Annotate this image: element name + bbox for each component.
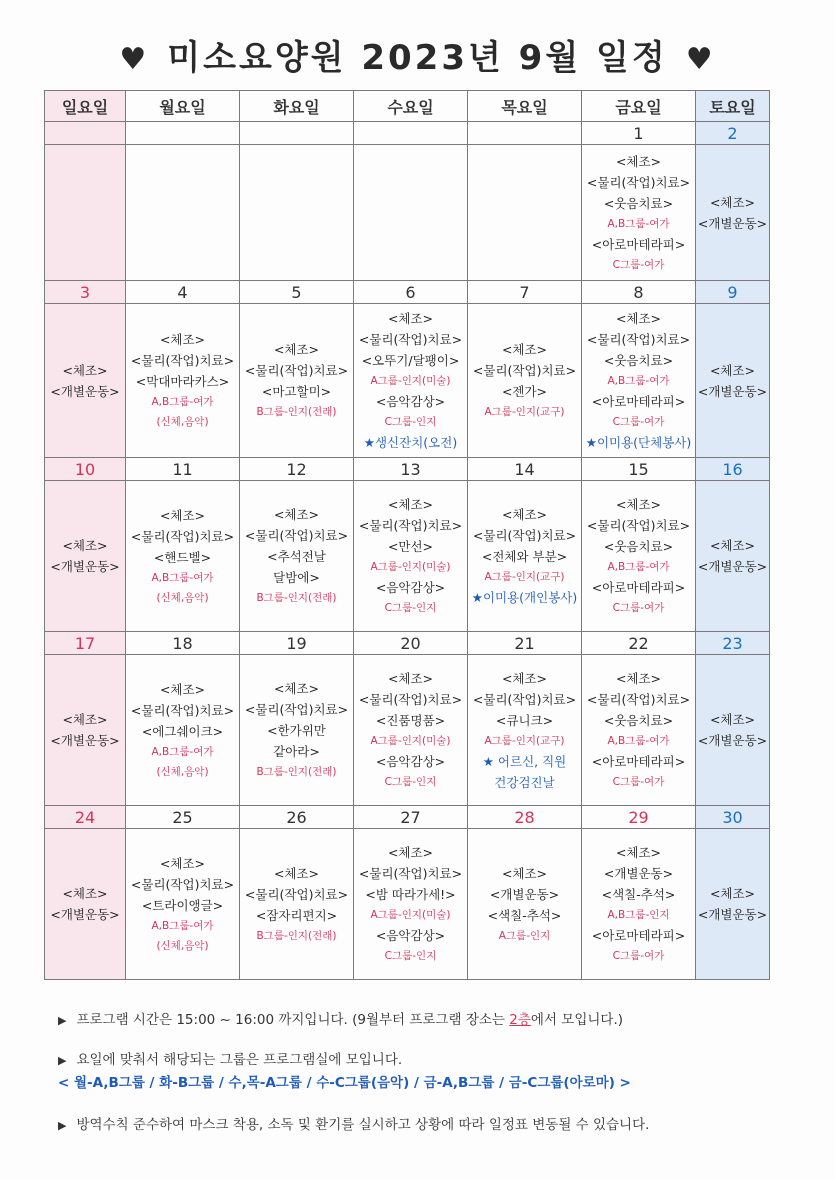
program-item: <음악감상> — [375, 928, 446, 944]
event-note: ★이미용(단체봉사) — [585, 435, 692, 451]
program-item: 같아라> — [273, 744, 320, 760]
date-number: 3 — [45, 281, 126, 304]
footer-time-text-end: 에서 모입니다.) — [530, 1012, 624, 1028]
program-item: <체조> — [62, 712, 108, 728]
program-item: <개별운동> — [697, 733, 768, 749]
weekday-header: 토요일 — [696, 91, 770, 122]
day-cell — [582, 655, 696, 806]
program-item: <물리(작업)치료> — [358, 866, 463, 882]
day-cell — [354, 145, 468, 281]
day-cell — [468, 304, 582, 458]
program-item: <개별운동> — [50, 559, 120, 575]
program-item: <체조> — [615, 671, 662, 687]
group-label: C그룹-여가 — [612, 416, 665, 429]
group-label: A,B그룹-여가 — [151, 571, 214, 584]
program-item: <물리(작업)치료> — [358, 332, 463, 348]
program-item: <물리(작업)치료> — [244, 528, 349, 544]
program-item: <물리(작업)치료> — [244, 886, 349, 902]
program-item: <개별운동> — [603, 866, 674, 882]
program-item: <잠자리편지> — [255, 907, 338, 923]
date-row — [45, 458, 770, 481]
day-cell — [582, 145, 696, 281]
date-number: 6 — [354, 281, 468, 304]
program-item: <음악감상> — [375, 754, 446, 770]
group-label: (신체,음악) — [156, 939, 209, 952]
program-item: <웃음치료> — [603, 195, 674, 211]
program-item: <추석전날 — [267, 549, 326, 565]
day-cell — [354, 829, 468, 980]
program-item: <큐니크> — [495, 712, 554, 728]
program-item: <개별운동> — [697, 907, 768, 923]
date-row — [45, 281, 770, 304]
group-label: A,B그룹-여가 — [151, 745, 214, 758]
program-item: <체조> — [159, 332, 206, 348]
weekday-header: 목요일 — [468, 91, 582, 122]
weekday-header: 금요일 — [582, 91, 696, 122]
program-item: <물리(작업)치료> — [586, 518, 691, 534]
footer-safety-text: 방역수칙 준수하여 마스크 착용, 소독 및 환기를 실시하고 상황에 따라 일정표 변동될 수 있습니다. — [76, 1117, 650, 1133]
date-number: 29 — [582, 806, 696, 829]
schedule-row — [45, 481, 770, 632]
group-label: A,B그룹-여가 — [607, 561, 670, 574]
date-number: 8 — [582, 281, 696, 304]
program-item: <막대마라카스> — [135, 374, 230, 390]
program-item: <개별운동> — [697, 383, 768, 399]
group-label: C그룹-여가 — [612, 602, 665, 615]
program-item: <웃음치료> — [603, 353, 674, 369]
date-number — [126, 122, 240, 145]
date-number — [354, 122, 468, 145]
group-label: C그룹-여가 — [612, 258, 665, 271]
weekday-header: 수요일 — [354, 91, 468, 122]
group-label: A그룹-인지(미술) — [370, 561, 451, 574]
group-label: B그룹-인지(전래) — [256, 592, 337, 605]
page-title — [0, 30, 835, 79]
program-item: <체조> — [273, 507, 320, 523]
program-item: <음악감상> — [375, 394, 446, 410]
day-cell — [468, 481, 582, 632]
program-item: <만선> — [387, 539, 434, 555]
program-item: <물리(작업)치료> — [472, 363, 577, 379]
group-label: A,B그룹-여가 — [607, 217, 670, 230]
program-item: <체조> — [387, 671, 434, 687]
program-item: <핸드벨> — [153, 549, 212, 565]
date-number: 10 — [45, 458, 126, 481]
date-number: 13 — [354, 458, 468, 481]
date-number: 25 — [126, 806, 240, 829]
date-number: 14 — [468, 458, 582, 481]
footer-time-text: 프로그램 시간은 15:00 ~ 16:00 까지입니다. (9월부터 프로그램 장소는 — [76, 1012, 510, 1028]
group-label: B그룹-인지(전래) — [256, 406, 337, 419]
program-item: <체조> — [501, 865, 548, 881]
group-label: A그룹-인지(미술) — [370, 909, 451, 922]
date-number: 20 — [354, 632, 468, 655]
program-item: <체조> — [709, 712, 756, 728]
group-label: C그룹-인지 — [384, 776, 437, 789]
program-item: <진품명품> — [375, 713, 446, 729]
date-number: 30 — [696, 806, 770, 829]
program-item: <개별운동> — [697, 215, 768, 231]
day-cell — [468, 655, 582, 806]
schedule-calendar — [44, 90, 770, 980]
day-cell — [696, 145, 770, 281]
program-item: <개별운동> — [50, 733, 120, 749]
date-number: 23 — [696, 632, 770, 655]
program-item: <체조> — [501, 670, 548, 686]
date-number: 19 — [240, 632, 354, 655]
program-item: <체조> — [62, 886, 108, 902]
day-cell — [696, 655, 770, 806]
day-cell — [45, 829, 126, 980]
program-item: <체조> — [709, 886, 756, 902]
program-item: <물리(작업)치료> — [586, 332, 691, 348]
program-item: <개별운동> — [50, 907, 120, 923]
group-label: A,B그룹-여가 — [151, 396, 214, 409]
program-item: <체조> — [273, 865, 320, 881]
day-cell — [354, 481, 468, 632]
group-label: A그룹-인지(미술) — [370, 735, 451, 748]
heart-icon: ♥ — [119, 42, 150, 77]
program-item: <체조> — [709, 194, 756, 210]
date-number: 24 — [45, 806, 126, 829]
date-number: 16 — [696, 458, 770, 481]
date-number: 7 — [468, 281, 582, 304]
footer-group-note — [58, 1048, 402, 1068]
program-item: <체조> — [273, 342, 320, 358]
day-cell — [696, 304, 770, 458]
program-item: <체조> — [159, 855, 206, 871]
day-cell — [45, 145, 126, 281]
day-cell — [45, 655, 126, 806]
program-item: <전체와 부분> — [481, 549, 568, 565]
program-item: <체조> — [709, 362, 756, 378]
group-label: C그룹-여가 — [612, 776, 665, 789]
group-label: A,B그룹-여가 — [607, 735, 670, 748]
group-label: A,B그룹-여가 — [151, 919, 214, 932]
program-item: <체조> — [615, 497, 662, 513]
group-label: (신체,음악) — [156, 591, 209, 604]
program-item: <물리(작업)치료> — [130, 702, 235, 718]
program-item: <체조> — [387, 845, 434, 861]
date-number: 21 — [468, 632, 582, 655]
date-number: 1 — [582, 122, 696, 145]
event-note: ★이미용(개인봉사) — [471, 590, 578, 606]
program-item: <개별운동> — [489, 886, 560, 902]
program-item: <물리(작업)치료> — [586, 174, 691, 190]
program-item: <체조> — [62, 362, 108, 378]
schedule-row — [45, 655, 770, 806]
day-cell — [354, 304, 468, 458]
program-item: <아로마테라피> — [591, 754, 686, 770]
date-number: 2 — [696, 122, 770, 145]
schedule-row — [45, 145, 770, 281]
program-item: <체조> — [501, 507, 548, 523]
day-cell — [126, 304, 240, 458]
bullet-triangle-icon: ▶ — [58, 1119, 67, 1132]
weekday-header: 화요일 — [240, 91, 354, 122]
day-cell — [126, 145, 240, 281]
group-label: A그룹-인지(교구) — [484, 571, 565, 584]
date-number: 15 — [582, 458, 696, 481]
group-label: (신체,음악) — [156, 765, 209, 778]
program-item: <아로마테라피> — [591, 580, 686, 596]
program-item: <체조> — [387, 497, 434, 513]
program-item: <물리(작업)치료> — [472, 528, 577, 544]
program-item: <밤 따라가세!> — [365, 887, 456, 903]
program-item: <물리(작업)치료> — [244, 363, 349, 379]
event-note: ★생신잔치(오전) — [363, 435, 458, 451]
program-item: <마고할미> — [261, 384, 332, 400]
program-item: <체조> — [159, 507, 206, 523]
weekday-header-row — [45, 91, 770, 122]
footer-floor: 2층 — [509, 1012, 531, 1028]
date-row — [45, 122, 770, 145]
program-item: <물리(작업)치료> — [472, 691, 577, 707]
program-item: <체조> — [615, 845, 662, 861]
group-label: C그룹-인지 — [384, 416, 437, 429]
program-item: <트라이앵글> — [141, 897, 224, 913]
heart-icon: ♥ — [685, 42, 716, 77]
program-item: <한가위만 — [267, 723, 326, 739]
day-cell — [240, 655, 354, 806]
program-item: <에그쉐이크> — [141, 723, 224, 739]
day-cell — [45, 481, 126, 632]
weekday-header: 월요일 — [126, 91, 240, 122]
group-label: B그룹-인지(전래) — [256, 929, 337, 942]
day-cell — [582, 481, 696, 632]
program-item: <물리(작업)치료> — [130, 876, 235, 892]
schedule-row — [45, 829, 770, 980]
date-number: 18 — [126, 632, 240, 655]
group-label: A그룹-인지(미술) — [370, 375, 451, 388]
program-item: <아로마테라피> — [591, 236, 686, 252]
day-cell — [582, 304, 696, 458]
group-label: A,B그룹-인지 — [607, 909, 670, 922]
day-cell — [45, 304, 126, 458]
program-item: <체조> — [273, 681, 320, 697]
day-cell — [696, 829, 770, 980]
date-number: 22 — [582, 632, 696, 655]
program-item: <물리(작업)치료> — [130, 353, 235, 369]
program-item: <체조> — [615, 311, 662, 327]
bullet-triangle-icon: ▶ — [58, 1054, 67, 1067]
date-number — [468, 122, 582, 145]
event-note: ★ 어르신, 직원 — [482, 753, 567, 769]
date-number: 17 — [45, 632, 126, 655]
date-number — [240, 122, 354, 145]
title-text: 미소요양원 2023년 9월 일정 — [167, 38, 668, 78]
day-cell — [126, 829, 240, 980]
date-number: 4 — [126, 281, 240, 304]
date-row — [45, 806, 770, 829]
bullet-triangle-icon: ▶ — [58, 1014, 67, 1027]
program-item: <웃음치료> — [603, 713, 674, 729]
group-label: C그룹-인지 — [384, 950, 437, 963]
program-item: <체조> — [159, 681, 206, 697]
date-number: 5 — [240, 281, 354, 304]
date-number: 11 — [126, 458, 240, 481]
program-item: <아로마테라피> — [591, 394, 686, 410]
date-number: 9 — [696, 281, 770, 304]
program-item: 달밤에> — [273, 570, 320, 586]
program-item: <체조> — [615, 153, 662, 169]
program-item: <물리(작업)치료> — [244, 702, 349, 718]
program-item: <개별운동> — [697, 559, 768, 575]
program-item: <물리(작업)치료> — [130, 528, 235, 544]
program-item: <색칠-추석> — [487, 907, 562, 923]
day-cell — [240, 304, 354, 458]
schedule-row — [45, 304, 770, 458]
date-number: 12 — [240, 458, 354, 481]
date-row — [45, 632, 770, 655]
day-cell — [126, 481, 240, 632]
footer-group-text: 요일에 맞춰서 해당되는 그룹은 프로그램실에 모입니다. — [76, 1052, 403, 1068]
date-number: 28 — [468, 806, 582, 829]
program-item: <물리(작업)치료> — [586, 692, 691, 708]
program-item: <개별운동> — [50, 383, 120, 399]
group-label: A그룹-인지 — [498, 929, 551, 942]
program-item: <물리(작업)치료> — [358, 518, 463, 534]
day-cell — [468, 829, 582, 980]
day-cell — [240, 145, 354, 281]
group-label: (신체,음악) — [156, 416, 209, 429]
program-item: <젠가> — [501, 384, 548, 400]
weekday-header: 일요일 — [45, 91, 126, 122]
group-label: A그룹-인지(교구) — [484, 406, 565, 419]
program-item: <음악감상> — [375, 580, 446, 596]
day-cell — [582, 829, 696, 980]
event-note: 건강검진날 — [494, 774, 555, 790]
program-item: <물리(작업)치료> — [358, 692, 463, 708]
group-label: C그룹-인지 — [384, 602, 437, 615]
program-item: <체조> — [62, 538, 108, 554]
date-number: 26 — [240, 806, 354, 829]
program-item: <아로마테라피> — [591, 928, 686, 944]
program-item: <체조> — [709, 538, 756, 554]
day-cell — [354, 655, 468, 806]
footer-safety-note — [58, 1113, 649, 1133]
day-cell — [126, 655, 240, 806]
day-cell — [468, 145, 582, 281]
day-cell — [240, 829, 354, 980]
program-item: <웃음치료> — [603, 539, 674, 555]
date-number — [45, 122, 126, 145]
day-cell — [240, 481, 354, 632]
footer-group-list: < 월-A,B그룹 / 화-B그룹 / 수,목-A그룹 / 수-C그룹(음악) / 금-A,B그룹 / 금-C그룹(아로마) > — [58, 1075, 631, 1091]
group-label: A그룹-인지(교구) — [484, 734, 565, 747]
group-label: A,B그룹-여가 — [607, 375, 670, 388]
program-item: <색칠-추석> — [601, 887, 676, 903]
program-item: <체조> — [501, 342, 548, 358]
day-cell — [696, 481, 770, 632]
program-item: <오뚜기/달팽이> — [361, 353, 460, 369]
group-label: C그룹-여가 — [612, 950, 665, 963]
group-label: B그룹-인지(전래) — [256, 766, 337, 779]
program-item: <체조> — [387, 311, 434, 327]
footer-time-note — [58, 1008, 623, 1028]
date-number: 27 — [354, 806, 468, 829]
